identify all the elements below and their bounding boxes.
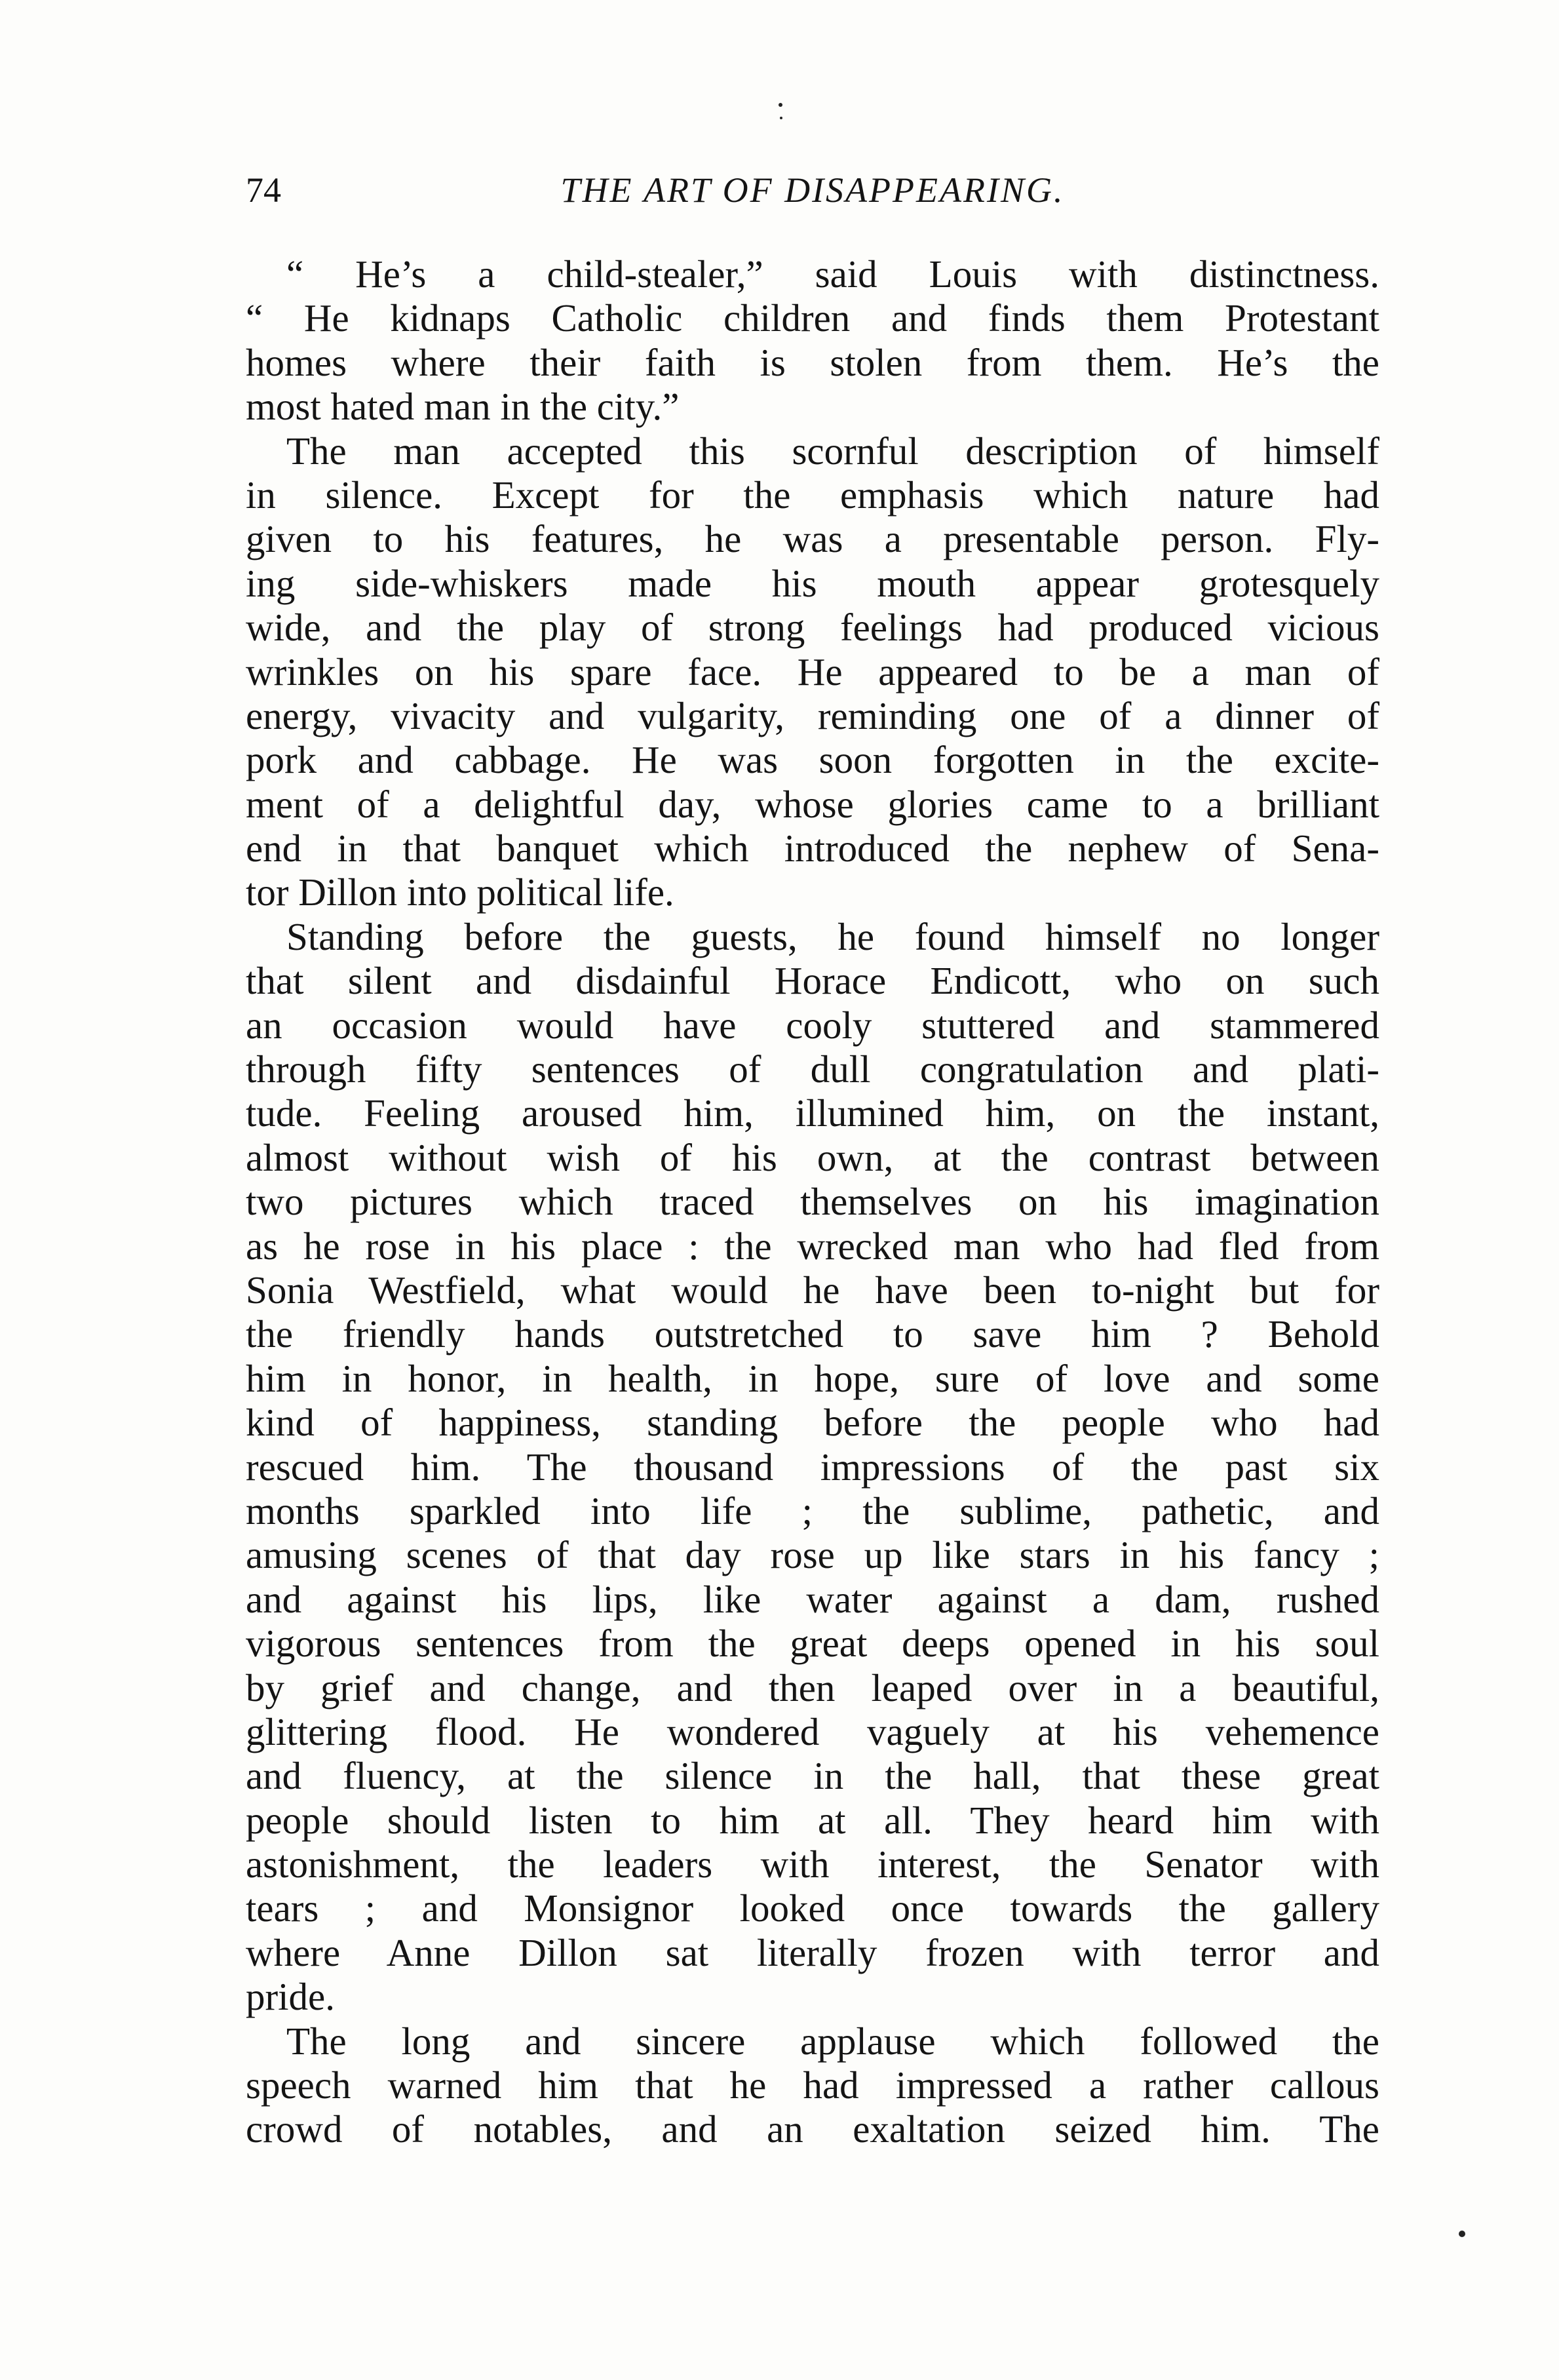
text-line: and fluency, at the silence in the hall, that these great <box>246 1754 1379 1798</box>
text-line: by grief and change, and then leaped over in a beautiful, <box>246 1666 1379 1709</box>
text-line: energy, vivacity and vulgarity, reminding one of a dinner of <box>246 693 1379 737</box>
text-line: ing side-whiskers made his mouth appear grotesquely <box>246 561 1379 605</box>
text-line: through fifty sentences of dull congratulation and plati- <box>246 1047 1379 1091</box>
text-line: wide, and the play of strong feelings had produced vicious <box>246 606 1379 650</box>
text-line: kind of happiness, standing before the people who had <box>246 1401 1379 1445</box>
page-header <box>246 167 1379 213</box>
text-line: the friendly hands outstretched to save him ? Behold <box>246 1312 1379 1356</box>
text-line: him in honor, in health, in hope, sure of love and some <box>246 1356 1379 1400</box>
text-line: tor Dillon into political life. <box>246 870 674 914</box>
text-line: people should listen to him at all. They heard him with <box>246 1798 1379 1842</box>
text-line: months sparkled into life ; the sublime, pathetic, and <box>246 1489 1379 1532</box>
text-line: pride. <box>246 1975 335 2019</box>
text-line: “ He kidnaps Catholic children and finds them Protestant <box>246 296 1379 340</box>
text-line: ment of a delightful day, whose glories came to a brilliant <box>246 782 1379 826</box>
text-line: and against his lips, like water against a dam, rushed <box>246 1577 1379 1621</box>
text-line: glittering flood. He wondered vaguely at his vehemence <box>246 1709 1379 1753</box>
text-line: rescued him. The thousand impressions of the past six <box>246 1445 1379 1489</box>
text-line: as he rose in his place : the wrecked man who had fled from <box>246 1224 1379 1268</box>
text-line: “ He’s a child-stealer,” said Louis with distinctness. <box>286 252 1379 296</box>
running-title: THE ART OF DISAPPEARING. <box>560 170 1065 210</box>
text-line: most hated man in the city.” <box>246 385 680 429</box>
text-line: end in that banquet which introduced the nephew of Sena- <box>246 827 1379 870</box>
text-line: tears ; and Monsignor looked once towards the gallery <box>246 1886 1379 1930</box>
scan-speck <box>1459 2231 1465 2237</box>
text-line: almost without wish of his own, at the contrast between <box>246 1135 1379 1179</box>
text-line: Standing before the guests, he found himself no longer <box>286 914 1379 958</box>
text-line: in silence. Except for the emphasis which nature had <box>246 473 1379 517</box>
text-line: speech warned him that he had impressed a rather callous <box>246 2063 1379 2107</box>
text-line: crowd of notables, and an exaltation seized him. The <box>246 2107 1379 2151</box>
text-line: two pictures which traced themselves on his imagination <box>246 1180 1379 1224</box>
scan-speck <box>779 103 782 107</box>
page-number: 74 <box>246 170 281 210</box>
text-line: given to his features, he was a presentable person. Fly- <box>246 517 1379 561</box>
text-line: that silent and disdainful Horace Endicott, who on such <box>246 959 1379 1003</box>
text-line: vigorous sentences from the great deeps opened in his soul <box>246 1622 1379 1666</box>
text-line: Sonia Westfield, what would he have been to-night but for <box>246 1268 1379 1312</box>
text-line: The long and sincere applause which followed the <box>286 2019 1379 2063</box>
text-line: where Anne Dillon sat literally frozen with terror and <box>246 1930 1379 1974</box>
body-text <box>246 252 1379 2152</box>
text-line: amusing scenes of that day rose up like stars in his fancy ; <box>246 1533 1379 1577</box>
text-line: an occasion would have cooly stuttered and stammered <box>246 1003 1379 1047</box>
text-line: wrinkles on his spare face. He appeared to be a man of <box>246 650 1379 693</box>
text-line: astonishment, the leaders with interest, the Senator with <box>246 1843 1379 1886</box>
text-line: tude. Feeling aroused him, illumined him, on the instant, <box>246 1091 1379 1135</box>
text-line: The man accepted this scornful description of himself <box>286 429 1379 473</box>
text-line: homes where their faith is stolen from them. He’s the <box>246 340 1379 384</box>
text-line: pork and cabbage. He was soon forgotten in the excite- <box>246 738 1379 782</box>
scan-speck <box>780 117 782 119</box>
